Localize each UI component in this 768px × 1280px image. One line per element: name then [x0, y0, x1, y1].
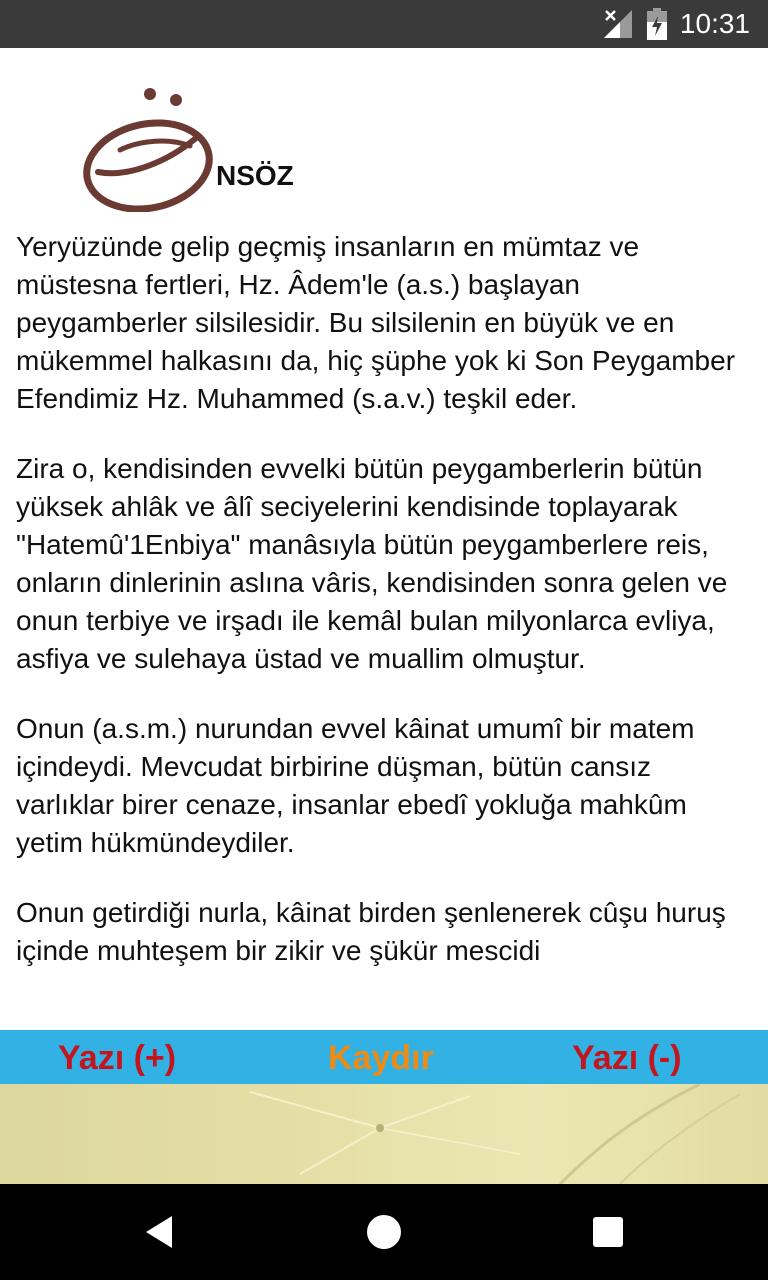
- status-time: 10:31: [679, 8, 750, 39]
- font-increase-button[interactable]: Yazı (+): [58, 1039, 177, 1077]
- article-paragraph-1: Yeryüzünde gelip geçmiş insanların en mümtaz ve müstesna fertleri, Hz. Âdem'le (a.s.) başlayan peygamberler silsilesidir. Bu silsilenin en büyük ve en mükemmel halkasını da, hiç şüphe yok ki Son Peygamber Efendimiz Hz. Muhammed (s.a.v.) teşkil eder.: [16, 231, 736, 414]
- navigation-bar: [0, 1184, 768, 1280]
- home-icon[interactable]: [364, 1212, 404, 1252]
- dandelion-decoration-icon: [0, 1084, 768, 1184]
- recents-icon[interactable]: [590, 1214, 626, 1250]
- decorative-background: [0, 1084, 768, 1184]
- article-heading: [80, 80, 380, 212]
- font-decrease-button[interactable]: Yazı (-): [572, 1039, 682, 1077]
- scroll-button[interactable]: Kaydır: [328, 1039, 434, 1077]
- article-paragraph-2: Zira o, kendisinden evvelki bütün peygamberlerin bütün yüksek ahlâk ve âlî seciyelerini kendisinde toplayarak "Hatemû'1Enbiya" manâsıyla bütün peygamberlere reis, onların dinlerinin aslına vâris, kendisinden sonra gelen ve onun terbiye ve irşadı ile kemâl bulan milyonlarca evliya, asfiya ve sulehaya üstad ve muallim olmuştur.: [16, 453, 728, 674]
- reader-controls-bar: [0, 1030, 768, 1084]
- status-bar: [0, 0, 768, 48]
- calligraphic-letter-o-icon: [80, 80, 220, 212]
- article-paragraph-4: Onun getirdiği nurla, kâinat birden şenlenerek cûşu huruş içinde muhteşem bir zikir ve şükür mescidi: [16, 897, 726, 966]
- battery-charging-icon: [646, 8, 668, 40]
- signal-off-icon: [602, 8, 634, 40]
- article-body: [16, 228, 756, 1002]
- article-paragraph-3: Onun (a.s.m.) nurundan evvel kâinat umumî bir matem içindeydi. Mevcudat birbirine düşman, bütün cansız varlıklar birer cenaze, insanlar ebedî yokluğa mahkûm yetim hükmündeydiler.: [16, 713, 695, 858]
- content-scroll-area[interactable]: [0, 48, 768, 1030]
- heading-text: NSÖZ: [216, 160, 294, 191]
- back-icon[interactable]: [140, 1212, 180, 1252]
